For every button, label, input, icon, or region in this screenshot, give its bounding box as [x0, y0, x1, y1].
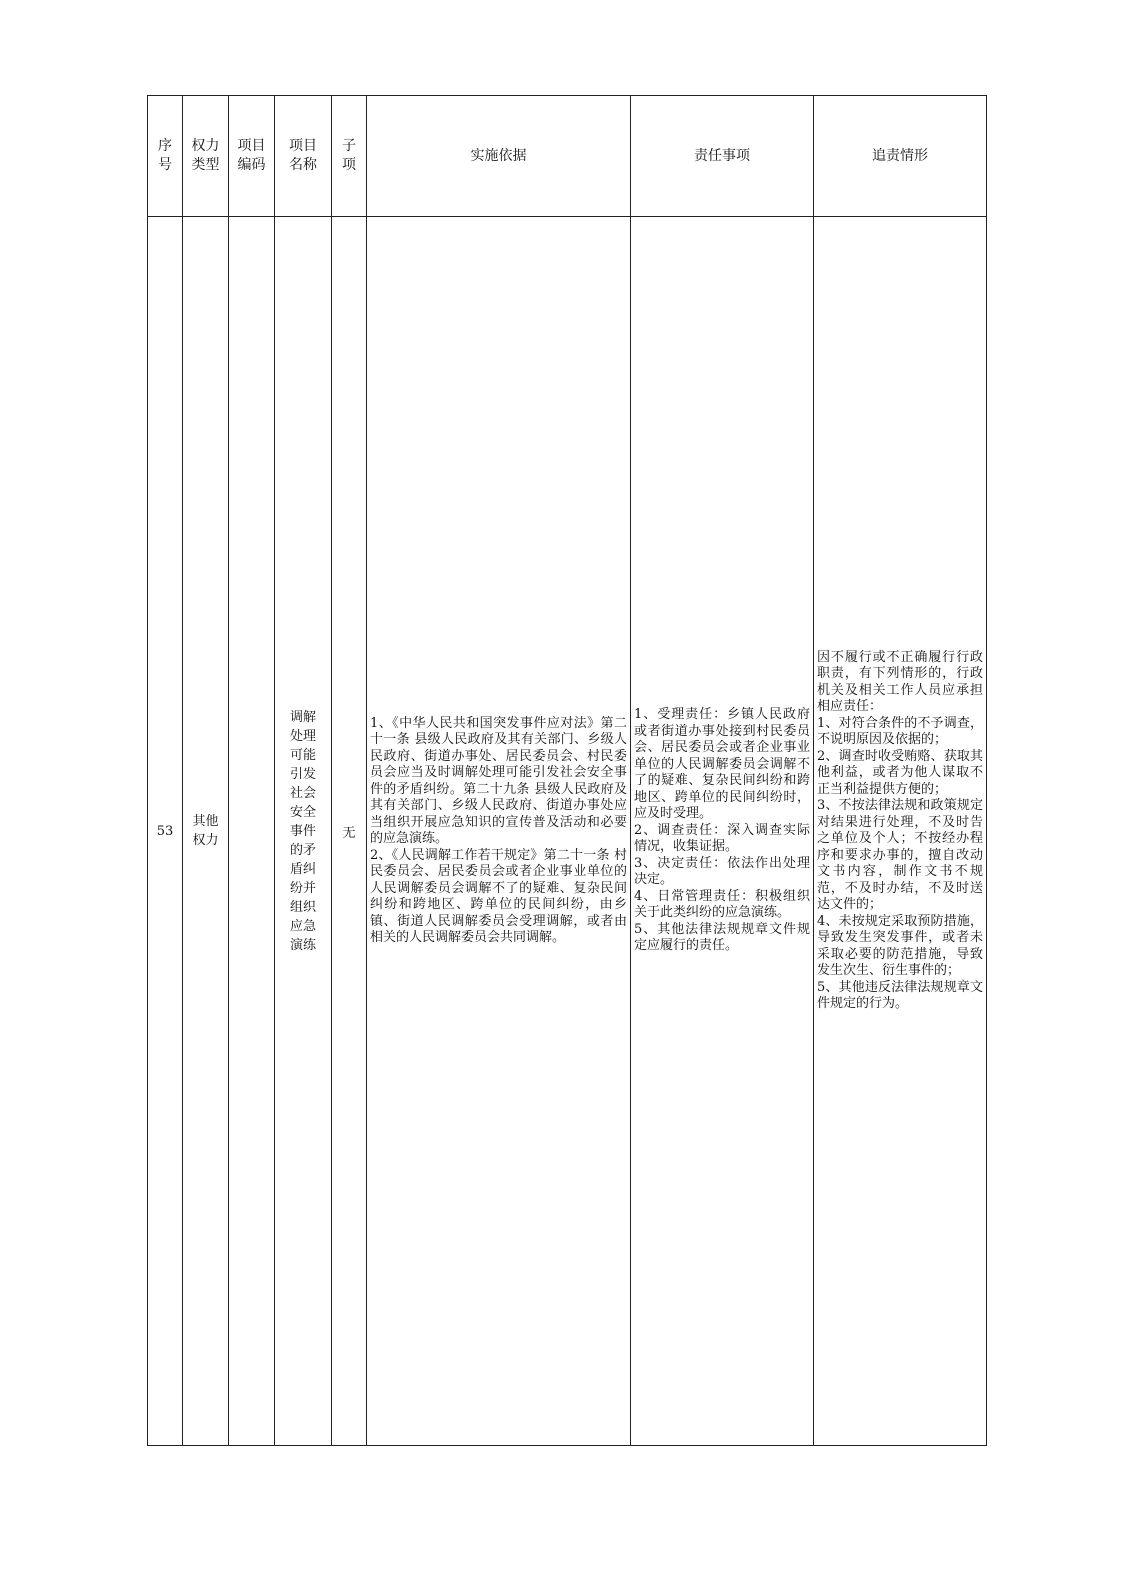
- cell-accountability: 因不履行或不正确履行行政职责，有下列情形的，行政机关及相关工作人员应承担相应责任： 1、对符合条件的不予调查，不说明原因及依据的； 2、调查时收受贿赂、获取其他利益，或者为他人谋取不正当利益提供方便的； 3、不按法律法规和政策规定对结果进行处理，不及时告之单位及个人；不按经办程序和要求办事的，擅自改动文书内容，制作文书不规范，不及时办结，不及时送达文件的； 4、未按规定采取预防措施，导致发生突发事件，或者未采取必要的防范措施，导致发生次生、衍生事件的； 5、其他违反法律法规规章文件规定的行为。: [814, 217, 987, 1446]
- cell-item-code: [229, 217, 275, 1446]
- cell-power-type: 其他权力: [183, 217, 229, 1446]
- cell-item-name: 调解处理可能引发社会安全事件的矛盾纠纷并组织应急演练: [275, 217, 332, 1446]
- cell-seq: 53: [148, 217, 183, 1446]
- cell-duties: 1、受理责任：乡镇人民政府或者街道办事处接到村民委员会、居民委员会或者企业事业单位的人民调解委员会调解不了的疑难、复杂民间纠纷和跨地区、跨单位的民间纠纷时，应及时受理。 2、调查责任：深入调查实际情况，收集证据。 3、决定责任：依法作出处理决定。 4、日常管理责任：积极组织关于此类纠纷的应急演练。 5、其他法律法规规章文件规定应履行的责任。: [631, 217, 814, 1446]
- header-item-code: 项目编码: [229, 96, 275, 217]
- header-basis: 实施依据: [367, 96, 631, 217]
- header-sub-item: 子项: [332, 96, 367, 217]
- header-item-name: 项目名称: [275, 96, 332, 217]
- header-power-type: 权力类型: [183, 96, 229, 217]
- table-row: [148, 217, 987, 1446]
- header-duties: 责任事项: [631, 96, 814, 217]
- table-header-row: [148, 96, 987, 217]
- header-accountability: 追责情形: [814, 96, 987, 217]
- header-seq: 序号: [148, 96, 183, 217]
- cell-sub-item: 无: [332, 217, 367, 1446]
- power-list-table: [147, 95, 987, 1446]
- cell-basis: 1、《中华人民共和国突发事件应对法》第二十一条 县级人民政府及其有关部门、乡级人民政府、街道办事处、居民委员会、村民委员会应当及时调解处理可能引发社会安全事件的矛盾纠纷。第二十九条 县级人民政府及其有关部门、乡级人民政府、街道办事处应当组织开展应急知识的宣传普及活动和必要的应急演练。 2、《人民调解工作若干规定》第二十一条 村民委员会、居民委员会或者企业事业单位的人民调解委员会调解不了的疑难、复杂民间纠纷和跨地区、跨单位的民间纠纷，由乡镇、街道人民调解委员会受理调解，或者由相关的人民调解委员会共同调解。: [367, 217, 631, 1446]
